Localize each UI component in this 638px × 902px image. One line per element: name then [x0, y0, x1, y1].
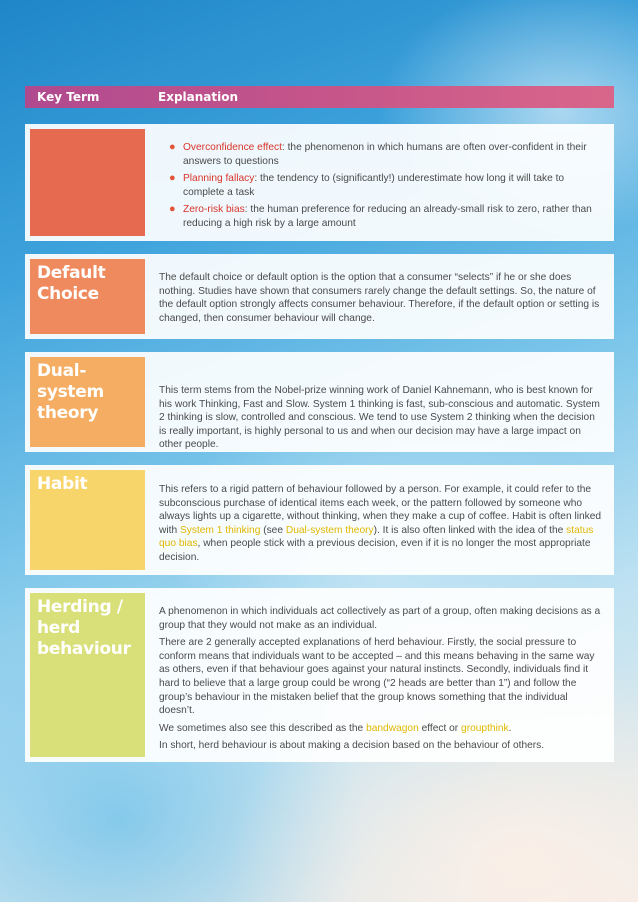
explanation-text: This term stems from the Nobel-prize winning work of Daniel Kahnemann, who is best known for his work Thinking, Fast and Slow. System 1 thinking is fast, sub-conscious and automatic. System 2 thinking is slow, controlled and conscious. We tend to use System 2 thinking when the decision is really important, is highly personal to us and when our decision may have a large impact on other people.: [159, 385, 600, 451]
term-label: Herding /: [37, 597, 123, 617]
bullet-term: Planning fallacy: [183, 173, 255, 185]
bullet-icon: ●: [169, 141, 176, 153]
table-row: [25, 254, 614, 339]
explanation-cell: [159, 483, 604, 569]
term-block: [30, 593, 145, 757]
link-system-1-thinking[interactable]: System 1 thinking: [179, 524, 261, 536]
term-label: herd: [37, 618, 80, 638]
explanation-text: In short, herd behaviour is about making a decision based on the behaviour of others.: [159, 740, 545, 752]
table-row: [25, 465, 614, 575]
table-row: [25, 352, 614, 452]
term-label: Default: [37, 263, 106, 283]
list-item: [169, 141, 604, 168]
link-dual-system-theory[interactable]: Dual-system theory: [285, 524, 374, 536]
term-label: behaviour: [37, 639, 131, 659]
term-block: [30, 259, 145, 334]
term-block: [30, 129, 145, 236]
term-block: [30, 470, 145, 570]
bullet-text: : the tendency to (significantly!) underestimate how long it will take to complete a task: [183, 173, 565, 198]
link-status-quo-bias[interactable]: status quo bias: [159, 524, 594, 550]
explanation-cell: [169, 141, 604, 235]
table-header: [25, 86, 614, 108]
term-label: Habit: [37, 474, 88, 494]
explanation-text: This refers to a rigid pattern of behaviour followed by a person. For example, it could refer to the subconscious purchase of identical items each week, or the pattern followed by someone who always lights up a cigarette, without thinking, when they make a cup of coffee. Habit is often linked with System 1 thinking (see Dual-system theory). It is also often linked with the idea of the status quo bias, when people stick with a previous decision, even if it is no longer the most appropriate decision.: [159, 484, 602, 563]
explanation-cell: [159, 271, 604, 329]
header-explanation: Explanation: [158, 90, 239, 104]
link-groupthink[interactable]: groupthink: [461, 722, 509, 734]
bullet-term: Zero-risk bias: [183, 204, 245, 216]
term-label: Dual-system: [37, 361, 104, 402]
explanation-text: We sometimes also see this described as the bandwagon effect or groupthink.: [159, 722, 512, 734]
bullet-icon: ●: [169, 203, 176, 216]
explanation-cell: [159, 384, 604, 456]
list-item: [169, 172, 604, 199]
explanation-text: The default choice or default option is the option that a consumer “selects” if he or she does nothing. Studies have shown that consumers rarely change the default settings. So, the nature of the default option strongly affects consumer behaviour. Therefore, if the default option or setting is changed, then consumer behaviour will change.: [159, 272, 600, 324]
bullet-text: : the human preference for reducing an already-small risk to zero, rather than reducing a high risk by a large amount: [183, 204, 592, 229]
header-key-term: Key Term: [37, 90, 100, 104]
link-bandwagon[interactable]: bandwagon: [366, 722, 419, 734]
bullet-term: Overconfidence effect: [183, 142, 282, 153]
explanation-cell: [159, 605, 604, 757]
term-label: theory: [37, 403, 99, 423]
bullet-text: : the phenomenon in which humans are often over-confident in their answers to questions: [183, 142, 587, 167]
table-row: [25, 124, 614, 241]
table-row: [25, 588, 614, 762]
term-label: Choice: [37, 284, 99, 304]
list-item: [169, 203, 604, 230]
explanation-text: There are 2 generally accepted explanations of herd behaviour. Firstly, the social pressure to conform means that individuals want to be accepted – and this means behaving in the same way as others, even if that behaviour goes against your natural instincts. Secondly, individuals find it hard to believe that a large group could be wrong (“2 heads are better than 1”) and follow the group’s behaviour in the mistaken belief that the group knows something that the individual doesn’t.: [159, 637, 595, 717]
explanation-text: A phenomenon in which individuals act collectively as part of a group, often making decisions as a group that they would not make as an individual.: [159, 606, 601, 631]
bullet-icon: ●: [169, 172, 176, 185]
term-block: [30, 357, 145, 447]
